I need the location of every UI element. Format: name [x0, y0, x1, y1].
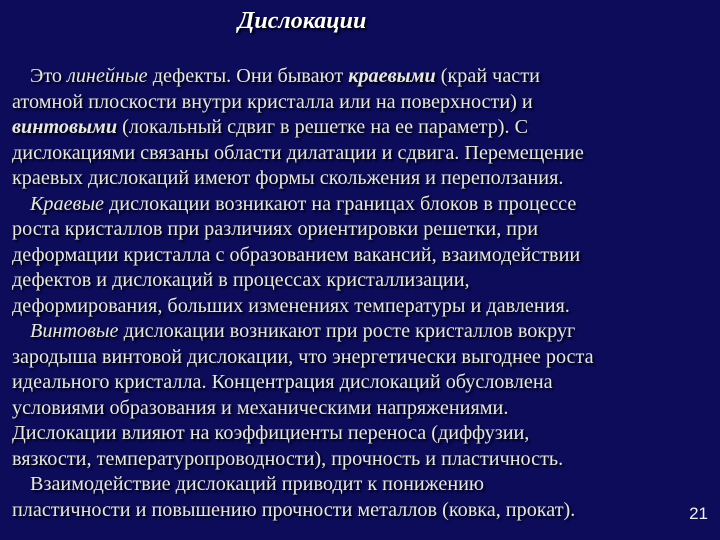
- text-line-1: [12, 64, 714, 90]
- term-screw-dislocations: Винтовые: [30, 320, 119, 342]
- text-line-6: [12, 192, 714, 218]
- slide-body-text: [12, 64, 714, 523]
- text-line-18: пластичности и повышению прочности металлов (ковка, прокат).: [12, 498, 576, 521]
- term-linear: линейные: [67, 65, 148, 87]
- text-line-8: деформации кристалла с образованием вакансий, взаимодействии: [12, 243, 581, 266]
- text-line-10: деформирования, больших изменениях температуры и давления.: [12, 294, 570, 317]
- text-line-3: [12, 115, 714, 141]
- slide-title: Дислокации: [238, 8, 367, 34]
- text-fragment: Это: [30, 65, 68, 87]
- text-line-12: зародыша винтовой дислокации, что энергетически выгоднее роста: [12, 345, 594, 368]
- text-fragment: дефекты. Они бывают: [147, 65, 349, 87]
- text-line-4: дислокациями связаны области дилатации и сдвига. Перемещение: [12, 141, 584, 164]
- text-fragment: дислокации возникают на границах блоков в процессе: [103, 192, 577, 215]
- term-edge-dislocations: Краевые: [30, 192, 104, 215]
- text-fragment: (локальный сдвиг в решетке на ее параметр). С: [117, 116, 529, 138]
- text-line-2: атомной плоскости внутри кристалла или на поверхности) и: [12, 90, 533, 113]
- text-line-17: Взаимодействие дислокаций приводит к понижению: [30, 473, 485, 495]
- text-fragment: дислокации возникают при росте кристаллов вокруг: [118, 320, 576, 342]
- text-line-7: роста кристаллов при различиях ориентировки решетки, при: [12, 218, 538, 240]
- term-screw: винтовыми: [12, 116, 118, 138]
- text-line-16: вязкости, температуропроводности), прочность и пластичность.: [12, 447, 564, 470]
- text-fragment: (край части: [435, 65, 540, 87]
- term-edge: краевыми: [348, 65, 436, 87]
- page-number: 21: [689, 504, 708, 523]
- text-line-13: идеального кристалла. Концентрация дислокаций обусловлена: [12, 371, 553, 393]
- text-line-14: условиями образования и механическими напряжениями.: [12, 396, 509, 419]
- text-line-15: Дислокации влияют на коэффициенты переноса (диффузии,: [12, 422, 530, 444]
- text-line-11: [12, 319, 714, 345]
- text-line-5: краевых дислокаций имеют формы скольжения и переползания.: [12, 167, 564, 189]
- text-line-9: дефектов и дислокаций в процессах кристаллизации,: [12, 269, 470, 291]
